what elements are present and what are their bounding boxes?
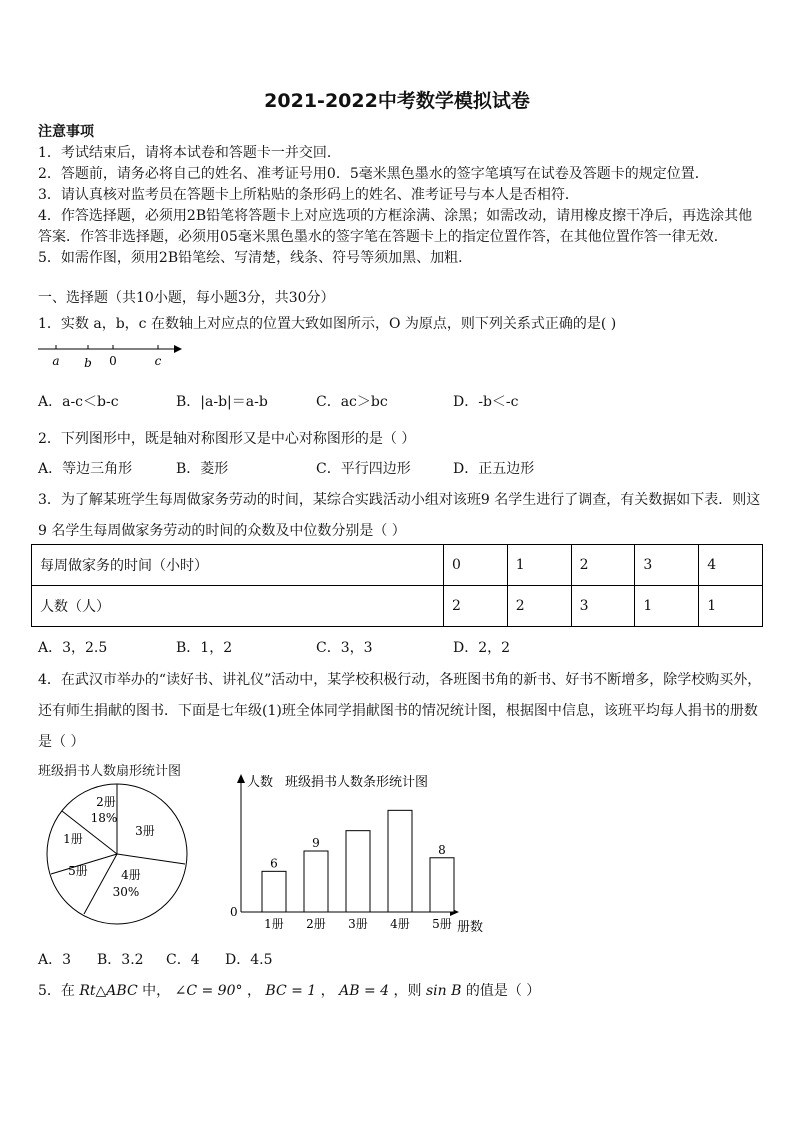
q5-text: 中， <box>142 983 171 999</box>
x-tick-label: 5册 <box>432 917 452 931</box>
table-cell: 2 <box>571 545 635 586</box>
bar-3 <box>346 831 370 912</box>
q1-option-c: C．ac＞bc <box>316 394 388 410</box>
x-tick-label: 3册 <box>348 917 368 931</box>
bar-data-label: 8 <box>438 842 446 857</box>
axis-label-origin: 0 <box>109 354 117 368</box>
q2-option-c: C．平行四边形 <box>316 461 411 477</box>
q4-stem-line1: 4．在武汉市举办的“读好书、讲礼仪”活动中，某学校积极行动，各班图书角的新书、好书不断增多，除学校购买外， <box>38 672 762 688</box>
notice-heading: 注意事项 <box>38 124 94 140</box>
bar-2 <box>304 851 328 912</box>
pie-chart-title: 班级捐书人数扇形统计图 <box>38 764 182 779</box>
q5-stem <box>38 980 540 1000</box>
table-cell: 2 <box>507 586 571 627</box>
q4-option-a: A．3 <box>38 952 72 968</box>
table-cell: 1 <box>699 586 763 627</box>
table-row <box>32 545 763 586</box>
bar-1 <box>262 871 286 912</box>
q4-option-b: B．3.2 <box>97 952 144 968</box>
axis-label-b: b <box>84 356 92 370</box>
origin-label: 0 <box>230 905 238 919</box>
q1-option-a: A．a-c＜b-c <box>38 394 119 410</box>
bar-data-label: 6 <box>270 856 278 871</box>
q1-stem: 1．实数 a，b，c 在数轴上对应点的位置大致如图所示，O 为原点，则下列关系式正确的是( ) <box>38 316 617 332</box>
notice-item: 1．考试结束后，请将本试卷和答题卡一并交回． <box>38 145 341 161</box>
table-cell: 0 <box>444 545 508 586</box>
notice-item: 答案．作答非选择题，必须用05毫米黑色墨水的签字笔在答题卡上的指定位置作答，在其他位置作答一律无效． <box>38 229 728 245</box>
q4-stem-line3: 是（ ） <box>38 734 85 750</box>
pie-percent-2: 18% <box>90 811 118 825</box>
notice-item: 5．如需作图，须用2B铅笔绘、写清楚，线条、符号等须加黑、加粗． <box>38 250 473 266</box>
table-cell: 2 <box>444 586 508 627</box>
x-axis-label: 册数 <box>457 920 484 935</box>
bar-data-label: 9 <box>312 836 320 850</box>
q2-option-d: D．正五边形 <box>453 461 535 477</box>
section-heading: 一、选择题（共10小题，每小题3分，共30分） <box>38 290 335 306</box>
table-cell: 1 <box>635 586 699 627</box>
table-cell: 3 <box>635 545 699 586</box>
bar-5 <box>430 858 454 912</box>
q2-option-b: B．菱形 <box>176 461 229 477</box>
table-cell: 3 <box>571 586 635 627</box>
table-cell: 1 <box>507 545 571 586</box>
y-axis-arrow <box>237 774 245 783</box>
x-tick-label: 1册 <box>264 917 284 931</box>
pie-label-2: 2册 <box>96 795 116 809</box>
q5-text: ， <box>246 983 261 999</box>
pie-percent-4: 30% <box>112 885 140 899</box>
q5-condition-angle: ∠C = 90° <box>174 983 243 999</box>
bar-4 <box>388 810 412 912</box>
bar-chart <box>225 770 495 940</box>
q1-option-d: D．-b＜-c <box>453 394 519 410</box>
pie-chart <box>40 778 200 930</box>
notice-item: 2．答题前，请务必将自己的姓名、准考证号用0．5毫米黑色墨水的签字笔填写在试卷及答题卡的规定位置． <box>38 166 709 182</box>
q4-option-c: C．4 <box>166 952 200 968</box>
table-cell: 4 <box>699 545 763 586</box>
x-tick-label: 2册 <box>306 917 326 931</box>
pie-label-1: 1册 <box>63 832 83 846</box>
bar-chart-title: 班级捐书人数条形统计图 <box>285 775 429 790</box>
q3-stem-line2: 9 名学生每周做家务劳动的时间的众数及中位数分别是（ ） <box>38 523 406 539</box>
q5-condition-bc: BC = 1 <box>265 983 317 999</box>
q3-stem-line1: 3．为了解某班学生每周做家务劳动的时间，某综合实践活动小组对该班9 名学生进行了调查，有关数据如下表．则这 <box>38 492 761 508</box>
notice-item: 4．作答选择题，必须用2B铅笔将答题卡上对应选项的方框涂满、涂黑；如需改动，请用橡皮擦干净后，再选涂其他 <box>38 208 753 224</box>
number-line <box>36 338 186 372</box>
pie-label-4: 4册 <box>121 868 141 882</box>
q3-option-a: A．3，2.5 <box>38 640 108 656</box>
x-tick-label: 4册 <box>390 917 410 931</box>
q3-data-table <box>31 544 763 627</box>
axis-label-a: a <box>52 354 60 368</box>
q3-option-d: D．2，2 <box>453 640 511 656</box>
q5-text: 的值是（ ） <box>465 983 541 999</box>
q5-stem-prefix: 5．在 <box>38 983 75 999</box>
pie-label-3: 3册 <box>135 824 155 838</box>
q4-stem-line2: 还有师生捐献的图书．下面是七年级(1)班全体同学捐献图书的情况统计图，根据图中信息，该班平均每人捐书的册数 <box>38 703 758 719</box>
table-row-header: 每周做家务的时间（小时） <box>32 545 444 586</box>
axis-label-c: c <box>154 354 162 368</box>
table-row-header: 人数（人） <box>32 586 444 627</box>
q5-triangle: Rt△ABC <box>79 983 138 999</box>
q3-option-b: B．1，2 <box>176 640 233 656</box>
q2-option-a: A．等边三角形 <box>38 461 133 477</box>
q5-condition-ab: AB = 4 <box>339 983 390 999</box>
table-row <box>32 586 763 627</box>
q5-text: ， <box>320 983 335 999</box>
page-title: 2021-2022中考数学模拟试卷 <box>264 90 530 112</box>
y-axis-label: 人数 <box>247 775 274 790</box>
pie-label-5: 5册 <box>68 864 88 878</box>
q5-text: ，则 <box>393 983 422 999</box>
q1-option-b: B．|a-b|＝a-b <box>176 394 268 410</box>
q5-expression: sin B <box>425 983 462 999</box>
q4-option-d: D．4.5 <box>225 952 273 968</box>
q3-option-c: C．3，3 <box>316 640 373 656</box>
notice-item: 3．请认真核对监考员在答题卡上所粘贴的条形码上的姓名、准考证号与本人是否相符． <box>38 187 579 203</box>
q2-stem: 2．下列图形中，既是轴对称图形又是中心对称图形的是（ ） <box>38 431 416 447</box>
